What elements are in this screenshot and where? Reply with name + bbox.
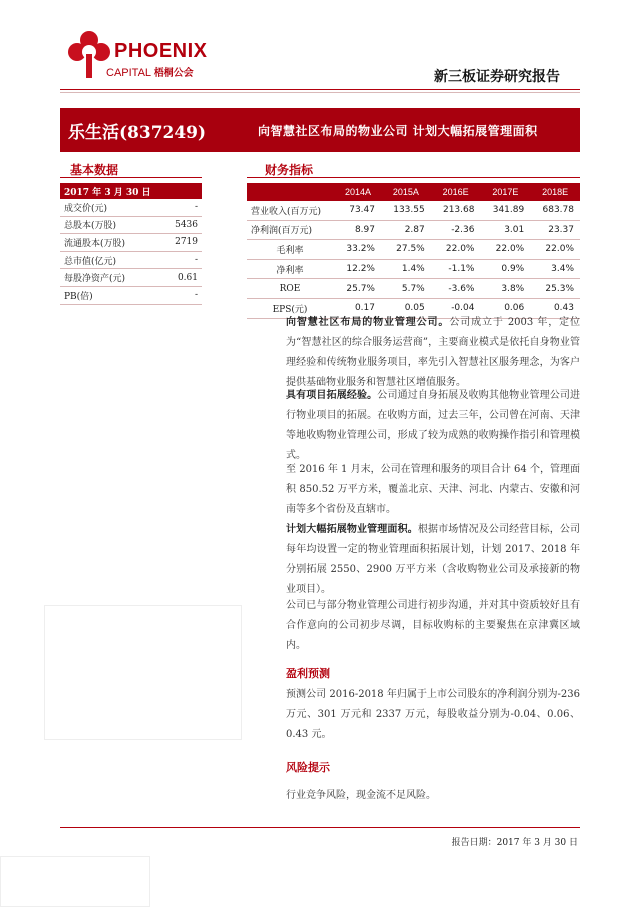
cell: 12.2% bbox=[335, 259, 381, 279]
column-header: 2014A bbox=[335, 183, 381, 201]
phoenix-capital-logo bbox=[66, 28, 216, 84]
basic-data-date: 2017 年 3 月 30 日 bbox=[60, 183, 202, 199]
cell: -3.6% bbox=[431, 279, 481, 299]
report-headline: 向智慧社区布局的物业公司 计划大幅拓展管理面积 bbox=[258, 124, 538, 138]
row-label: ROE bbox=[247, 279, 335, 299]
cell: 3.01 bbox=[480, 220, 530, 240]
basic-data-heading: 基本数据 bbox=[70, 163, 119, 177]
cell: 213.68 bbox=[431, 201, 481, 220]
row-label: 每股净资产(元) bbox=[60, 269, 158, 287]
row-value: 2719 bbox=[158, 234, 202, 252]
paragraph-overview bbox=[286, 313, 580, 393]
row-label: 毛利率 bbox=[247, 240, 335, 260]
cell: 22.0% bbox=[431, 240, 481, 260]
table-row bbox=[60, 269, 202, 287]
cell: 341.89 bbox=[480, 201, 530, 220]
paragraph-text: 行业竞争风险，现金流不足风险。 bbox=[286, 790, 436, 801]
column-header: 2015A bbox=[381, 183, 431, 201]
basic-data-underline bbox=[60, 177, 202, 178]
header-divider bbox=[60, 89, 580, 90]
logo-wordmark: PHOENIX bbox=[114, 40, 208, 62]
row-label: 总市值(亿元) bbox=[60, 251, 158, 269]
cell: 3.8% bbox=[480, 279, 530, 299]
row-label: 净利润(百万元) bbox=[247, 220, 335, 240]
cell: 5.7% bbox=[381, 279, 431, 299]
cell: 22.0% bbox=[530, 240, 580, 260]
cell: 22.0% bbox=[480, 240, 530, 260]
table-row bbox=[247, 240, 580, 260]
cell: 0.06 bbox=[480, 298, 530, 318]
title-bar bbox=[60, 108, 580, 152]
column-header: 2017E bbox=[480, 183, 530, 201]
row-label: 流通股本(万股) bbox=[60, 234, 158, 252]
row-value: - bbox=[158, 251, 202, 269]
paragraph-text: 至 2016 年 1 月末，公司在管理和服务的项目合计 64 个，管理面积 850.52 万平方米，覆盖北京、天津、河北、内蒙古、安徽和河南等多个省份及直辖市。 bbox=[286, 464, 580, 515]
basic-data-table bbox=[60, 183, 202, 305]
row-label: 成交价(元) bbox=[60, 199, 158, 216]
report-date: 报告日期：2017 年 3 月 30 日 bbox=[451, 838, 578, 848]
cell: -0.04 bbox=[431, 298, 481, 318]
table-row bbox=[60, 199, 202, 216]
cell: 27.5% bbox=[381, 240, 431, 260]
paragraph-text: 公司通过自身拓展及收购其他物业管理公司进行物业项目的拓展。在收购方面，过去三年，公司曾在河南、天津等地收购物业管理公司，形成了较为成熟的收购操作指引和管理模式。 bbox=[286, 390, 581, 461]
paragraph-expansion-experience bbox=[286, 386, 580, 466]
table-row bbox=[60, 234, 202, 252]
paragraph-acquisition bbox=[286, 596, 580, 656]
footer-divider bbox=[60, 827, 580, 828]
row-label: EPS(元) bbox=[247, 298, 335, 318]
column-header: 2018E bbox=[530, 183, 580, 201]
cell: 8.97 bbox=[335, 220, 381, 240]
table-row bbox=[60, 216, 202, 234]
cell: -2.36 bbox=[431, 220, 481, 240]
paragraph-lead: 具有项目拓展经验。 bbox=[286, 390, 378, 401]
empty-sidebar-box bbox=[44, 605, 242, 740]
row-label: PB(倍) bbox=[60, 286, 158, 304]
cell: 3.4% bbox=[530, 259, 580, 279]
cell: 0.9% bbox=[480, 259, 530, 279]
paragraph-text: 预测公司 2016-2018 年归属于上市公司股东的净利润分别为-236 万元、301 万元和 2337 万元，每股收益分别为-0.04、0.06、0.43 元。 bbox=[286, 689, 580, 740]
cell: 683.78 bbox=[530, 201, 580, 220]
table-row bbox=[60, 251, 202, 269]
row-value: - bbox=[158, 286, 202, 304]
cell: 0.05 bbox=[381, 298, 431, 318]
cell: 0.17 bbox=[335, 298, 381, 318]
cell: 0.43 bbox=[530, 298, 580, 318]
table-row bbox=[247, 201, 580, 220]
paragraph-lead: 计划大幅拓展物业管理面积。 bbox=[286, 524, 418, 535]
logo-sub-cn: 梧桐公会 bbox=[153, 68, 194, 79]
paragraph-text: 公司成立于 2003 年，定位为“智慧社区的综合服务运营商”，主要商业模式是依托自身物业管理经验和传统物业服务项目，率先引入智慧社区服务理念，为客户提供基础物业服务和智慧社区增值服务。 bbox=[286, 317, 580, 388]
cell: -1.1% bbox=[431, 259, 481, 279]
table-row bbox=[60, 286, 202, 304]
cell: 1.4% bbox=[381, 259, 431, 279]
column-header: 2016E bbox=[431, 183, 481, 201]
financials-heading: 财务指标 bbox=[265, 163, 314, 177]
paragraph-text: 根据市场情况及公司经营目标，公司每年均设置一定的物业管理面积拓展计划，计划 2017、2018 年分别拓展 2550、2900 万平方米（含收购物业公司及承接新的物业项目）。 bbox=[286, 524, 581, 595]
blank-header bbox=[247, 183, 335, 201]
cell: 25.7% bbox=[335, 279, 381, 299]
row-label: 营业收入(百万元) bbox=[247, 201, 335, 220]
table-row bbox=[247, 220, 580, 240]
paragraph-forecast bbox=[286, 685, 580, 745]
empty-corner-box bbox=[0, 856, 150, 907]
logo-sub-en: CAPITAL bbox=[106, 67, 151, 79]
paragraph-expansion-plan bbox=[286, 520, 580, 600]
table-row bbox=[247, 279, 580, 299]
cell: 25.3% bbox=[530, 279, 580, 299]
header-divider-thin bbox=[60, 92, 580, 93]
risk-heading: 风险提示 bbox=[286, 761, 330, 774]
financials-table bbox=[247, 183, 580, 319]
forecast-heading: 盈利预测 bbox=[286, 667, 330, 680]
report-type: 新三板证券研究报告 bbox=[434, 69, 560, 85]
company-name: 乐生活(837249) bbox=[68, 123, 207, 143]
cell: 2.87 bbox=[381, 220, 431, 240]
row-label: 净利率 bbox=[247, 259, 335, 279]
paragraph-text: 公司已与部分物业管理公司进行初步沟通，并对其中资质较好且有合作意向的公司初步尽调，目标收购标的主要聚焦在京津冀区域内。 bbox=[286, 600, 580, 651]
basic-data-header-row bbox=[60, 183, 202, 199]
logo-subtitle bbox=[106, 64, 194, 79]
row-value: 5436 bbox=[158, 216, 202, 234]
row-label: 总股本(万股) bbox=[60, 216, 158, 234]
paragraph-portfolio bbox=[286, 460, 580, 520]
paragraph-lead: 向智慧社区布局的物业管理公司。 bbox=[286, 317, 450, 328]
financials-header-row bbox=[247, 183, 580, 201]
cell: 23.37 bbox=[530, 220, 580, 240]
cell: 133.55 bbox=[381, 201, 431, 220]
row-value: - bbox=[158, 199, 202, 216]
table-row bbox=[247, 259, 580, 279]
cell: 73.47 bbox=[335, 201, 381, 220]
row-value: 0.61 bbox=[158, 269, 202, 287]
paragraph-risk bbox=[286, 786, 580, 806]
financials-underline bbox=[247, 177, 580, 178]
cell: 33.2% bbox=[335, 240, 381, 260]
